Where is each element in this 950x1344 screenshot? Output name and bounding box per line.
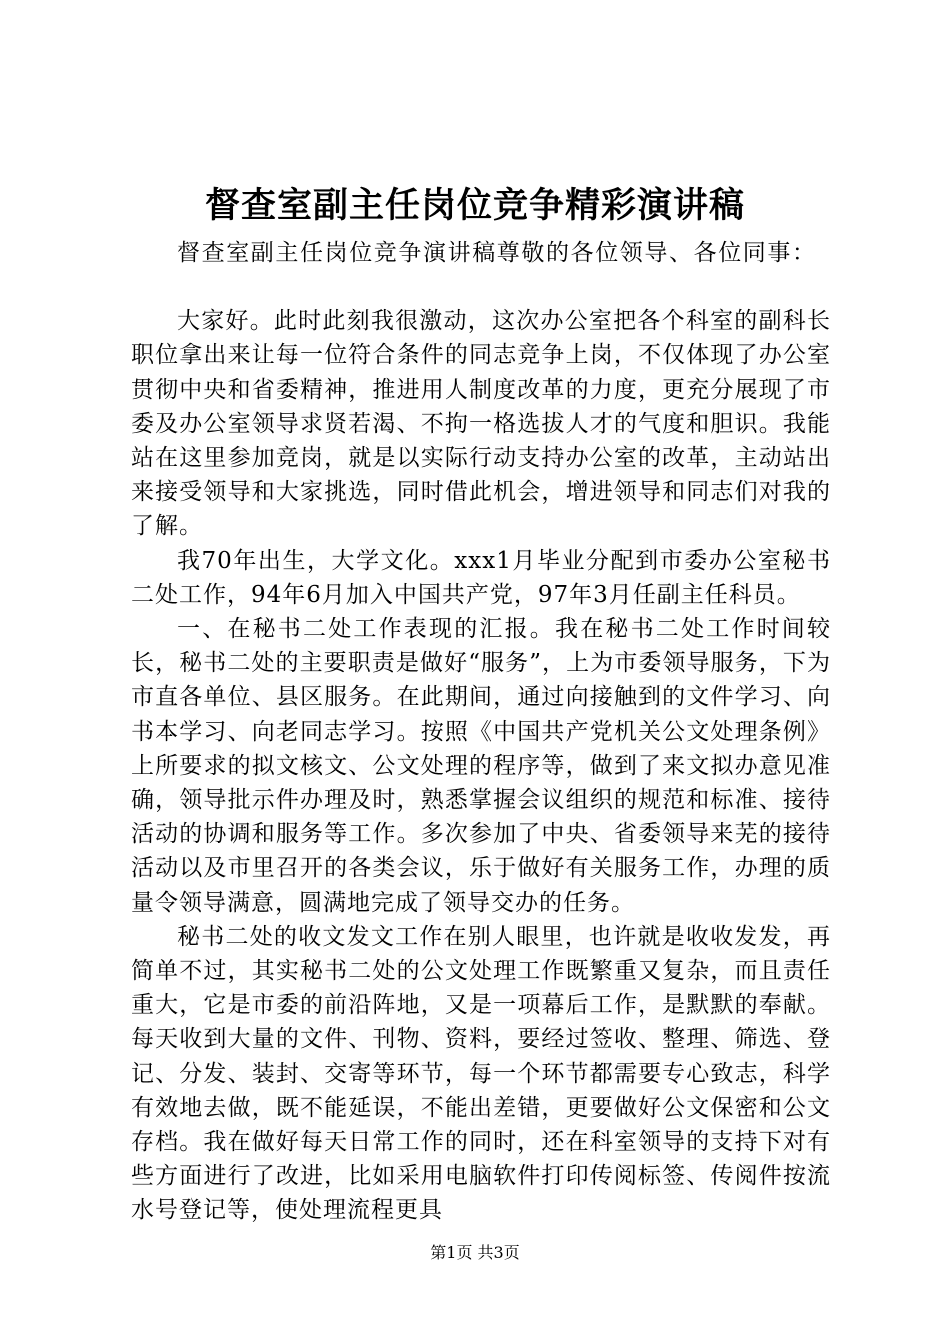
salutation-paragraph: 督查室副主任岗位竞争演讲稿尊敬的各位领导、各位同事： — [177, 240, 817, 266]
body-paragraph: 大家好。此时此刻我很激动，这次办公室把各个科室的副科长职位拿出来让每一位符合条件的同志竞争上岗，不仅体现了办公室贯彻中央和省委精神，推进用人制度改革的力度，更充分展现了市委及办公室领导求贤若渴、不拘一格选拔人才的气度和胆识。我能站在这里参加竞岗，就是以实际行动支持办公室的改革，主动站出来接受领导和大家挑选，同时借此机会，增进领导和同志们对我的了解。 — [131, 308, 831, 540]
document-body — [131, 236, 831, 1228]
body-paragraph: 我70年出生，大学文化。xxx1月毕业分配到市委办公室秘书二处工作，94年6月加入中国共产党，97年3月任副主任科员。 — [131, 547, 831, 608]
page-footer: 第1页 共3页 — [430, 1243, 520, 1262]
document-title: 督查室副主任岗位竞争精彩演讲稿 — [204, 185, 745, 226]
body-paragraph: 秘书二处的收文发文工作在别人眼里，也许就是收收发发，再简单不过，其实秘书二处的公文处理工作既繁重又复杂，而且责任重大，它是市委的前沿阵地，又是一项幕后工作，是默默的奉献。每天收到大量的文件、刊物、资料，要经过签收、整理、筛选、登记、分发、装封、交寄等环节，每一个环节都需要专心致志，科学有效地去做，既不能延误，不能出差错，更要做好公文保密和公文存档。我在做好每天日常工作的同时，还在科室领导的支持下对有些方面进行了改进，比如采用电脑软件打印传阅标签、传阅件按流水号登记等，使处理流程更具 — [131, 923, 831, 1224]
body-paragraph: 一、在秘书二处工作表现的汇报。我在秘书二处工作时间较长，秘书二处的主要职责是做好“服务”，上为市委领导服务，下为市直各单位、县区服务。在此期间，通过向接触到的文件学习、向书本学习、向老同志学习。按照《中国共产党机关公文处理条例》上所要求的拟文核文、公文处理的程序等，做到了来文拟办意见准确，领导批示件办理及时，熟悉掌握会议组织的规范和标准、接待活动的协调和服务等工作。多次参加了中央、省委领导来芜的接待活动以及市里召开的各类会议，乐于做好有关服务工作，办理的质量令领导满意，圆满地完成了领导交办的任务。 — [131, 616, 831, 916]
